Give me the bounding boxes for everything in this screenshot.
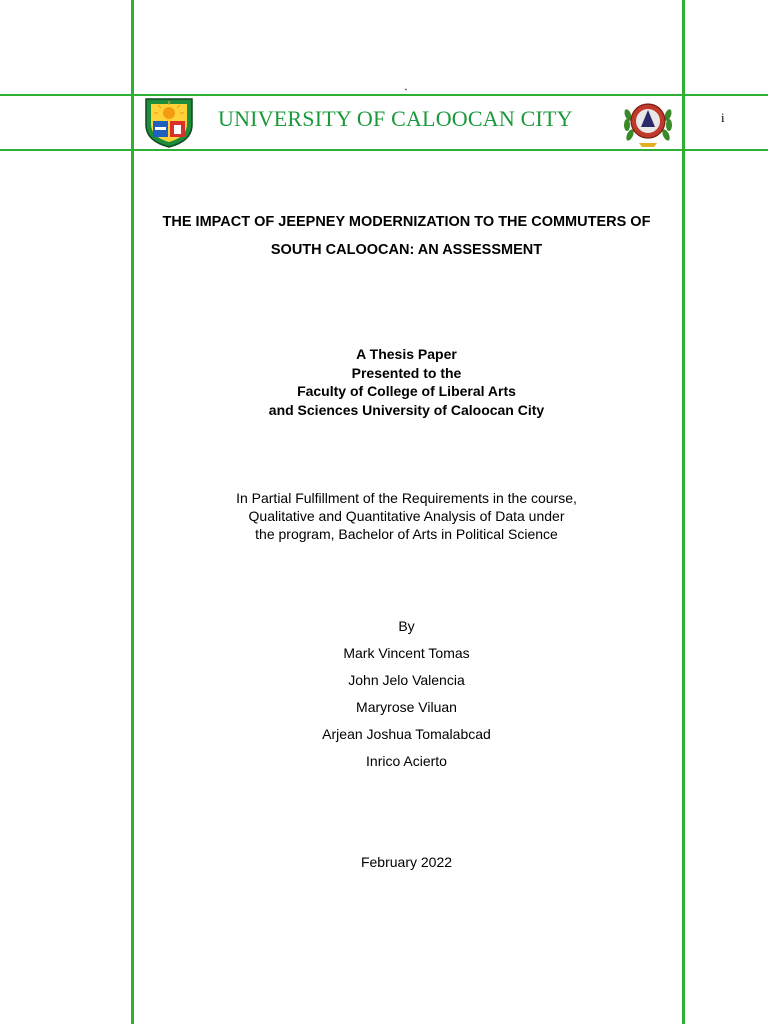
title-line: SOUTH CALOOCAN: AN ASSESSMENT: [270, 242, 543, 258]
fulfillment-statement: [136, 489, 677, 543]
author-name: John Jelo Valencia: [348, 672, 465, 688]
thesis-presentation-block: [136, 345, 677, 419]
right-margin-rule: [682, 0, 685, 1024]
fulfillment-line: Qualitative and Quantitative Analysis of Data under: [248, 508, 565, 524]
fulfillment-line: the program, Bachelor of Arts in Political Science: [255, 526, 558, 542]
thesis-title: [136, 208, 677, 264]
left-margin-rule: [131, 0, 134, 1024]
university-name: UNIVERSITY OF CALOOCAN CITY: [218, 106, 573, 131]
college-laurel-seal-icon: [621, 97, 675, 149]
page-number: i: [721, 110, 725, 125]
title-line: THE IMPACT OF JEEPNEY MODERNIZATION TO THE COMMUTERS OF: [162, 214, 651, 230]
thesis-line: and Sciences University of Caloocan City: [268, 401, 545, 418]
stray-tick-mark: `: [404, 86, 408, 100]
author-name: Inrico Acierto: [366, 753, 447, 769]
author-name: Mark Vincent Tomas: [343, 645, 470, 661]
university-seal-icon: [142, 95, 196, 149]
submission-date: February 2022: [360, 854, 453, 870]
author-name: Maryrose Viluan: [356, 699, 457, 715]
author-list: [136, 613, 677, 775]
thesis-line: A Thesis Paper: [356, 346, 457, 362]
by-label: By: [398, 618, 415, 634]
thesis-line: Faculty of College of Liberal Arts: [297, 383, 516, 399]
fulfillment-line: In Partial Fulfillment of the Requirements in the course,: [236, 490, 577, 506]
header-bottom-rule: [0, 149, 768, 151]
author-name: Arjean Joshua Tomalabcad: [322, 726, 491, 742]
thesis-line: Presented to the: [351, 364, 462, 381]
header-top-rule: [0, 94, 768, 96]
